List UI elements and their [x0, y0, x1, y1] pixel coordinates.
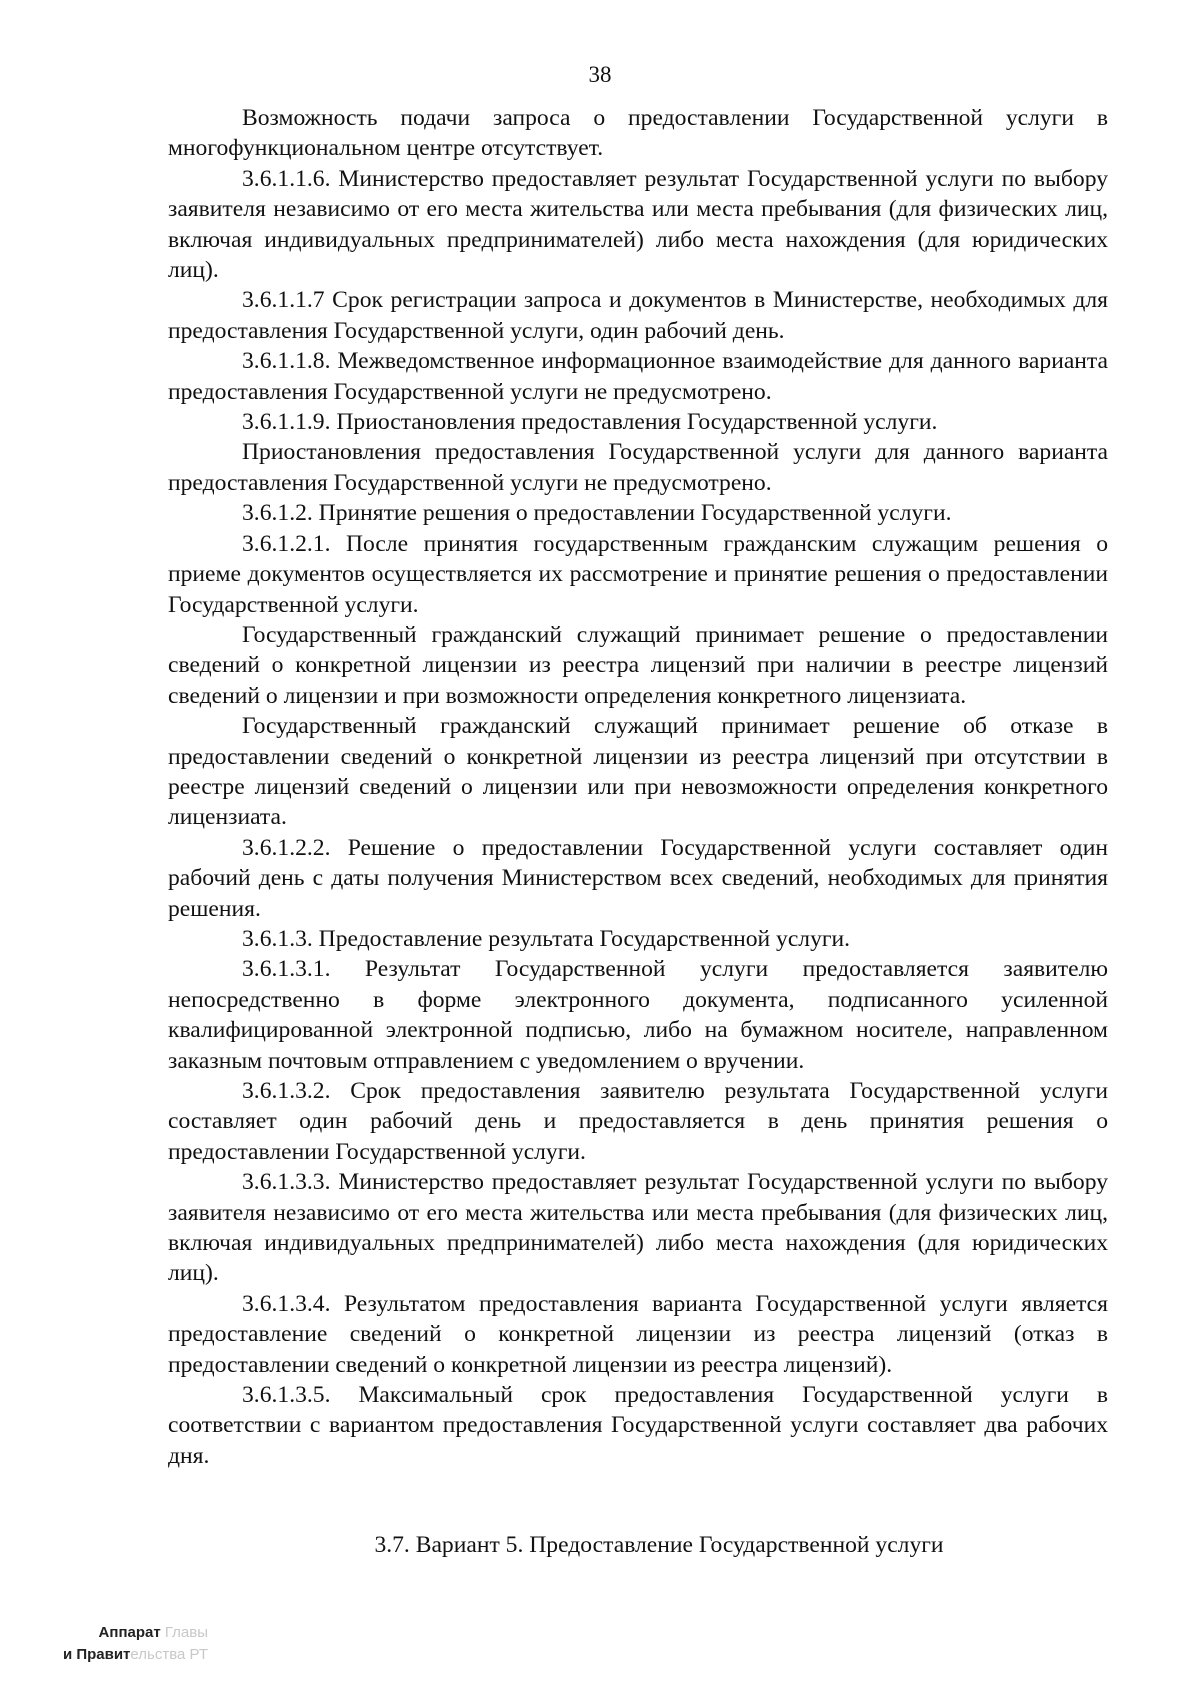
paragraph: 3.6.1.2. Принятие решения о предоставлении Государственной услуги. [242, 500, 952, 527]
paragraph: 3.6.1.3. Предоставление результата Государственной услуги. [242, 925, 851, 952]
paragraph: 3.6.1.3.5. Максимальный срок предоставления Государственной услуги в соответствии с вариантом предоставления Государственной услуги составляет два рабочих дня. [168, 1382, 1108, 1469]
paragraph: 3.6.1.3.2. Срок предоставления заявителю результата Государственной услуги составляет один рабочий день и предоставляется в день принятия решения о предоставлении Государственной услуги. [168, 1078, 1108, 1165]
stamp-line-1 [58, 1622, 208, 1644]
stamp-line-1-bold: Аппарат [98, 1624, 161, 1641]
paragraph: 3.6.1.2.2. Решение о предоставлении Государственной услуги составляет один рабочий день с даты получения Министерством всех сведений, необходимых для принятия решения. [168, 834, 1108, 922]
paragraph: 3.6.1.3.4. Результатом предоставления варианта Государственной услуги является предоставление сведений о конкретной лицензии из реестра лицензий (отказ в предоставлении сведений о конкретной лицензии из реестра лицензий). [168, 1290, 1108, 1378]
office-stamp [58, 1622, 208, 1666]
paragraph: Государственный гражданский служащий принимает решение о предоставлении сведений о конкретной лицензии из реестра лицензий при наличии в реестре лицензий сведений о лицензии и при возможности определения конкретного лицензиата. [168, 621, 1108, 709]
stamp-line-2-faded: ельства РТ [130, 1646, 208, 1663]
paragraph: 3.6.1.1.7 Срок регистрации запроса и документов в Министерстве, необходимых для предоставления Государственной услуги, один рабочий день. [168, 287, 1108, 344]
paragraph: 3.6.1.1.9. Приостановления предоставления Государственной услуги. [242, 409, 938, 436]
stamp-line-2 [58, 1644, 208, 1666]
paragraph: 3.6.1.1.6. Министерство предоставляет результат Государственной услуги по выбору заявителя независимо от его места жительства или места пребывания (для физических лиц, включая индивидуальных предпринимателей) либо места нахождения (для юридических лиц). [168, 165, 1108, 284]
paragraph: Возможность подачи запроса о предоставлении Государственной услуги в многофункциональном центре отсутствует. [168, 105, 1108, 162]
page-number: 38 [588, 62, 612, 87]
paragraph: 3.6.1.3.1. Результат Государственной услуги предоставляется заявителю непосредственно в форме электронного документа, подписанного усиленной квалифицированной электронной подписью, либо на бумажном носителе, направленном заказным почтовым отправлением с уведомлением о вручении. [168, 956, 1108, 1074]
stamp-line-1-faded: Главы [164, 1624, 208, 1641]
paragraph: 3.6.1.3.3. Министерство предоставляет результат Государственной услуги по выбору заявителя независимо от его места жительства или места пребывания (для физических лиц, включая индивидуальных предпринимателей) либо места нахождения (для юридических лиц). [168, 1169, 1108, 1287]
section-heading: 3.7. Вариант 5. Предоставление Государственной услуги [374, 1532, 944, 1558]
paragraph: 3.6.1.2.1. После принятия государственным гражданским служащим решения о приеме документов осуществляется их рассмотрение и принятие решения о предоставлении Государственной услуги. [168, 530, 1108, 618]
paragraph: Приостановления предоставления Государственной услуги для данного варианта предоставления Государственной услуги не предусмотрено. [168, 439, 1108, 496]
paragraph: 3.6.1.1.8. Межведомственное информационное взаимодействие для данного варианта предоставления Государственной услуги не предусмотрено. [168, 348, 1108, 405]
stamp-line-2-bold: и Правит [62, 1646, 131, 1663]
paragraph: Государственный гражданский служащий принимает решение об отказе в предоставлении сведений о конкретной лицензии из реестра лицензий при отсутствии в реестре лицензий сведений о лицензии или при невозможности определения конкретного лицензиата. [168, 713, 1108, 831]
document-body [168, 103, 1108, 1471]
